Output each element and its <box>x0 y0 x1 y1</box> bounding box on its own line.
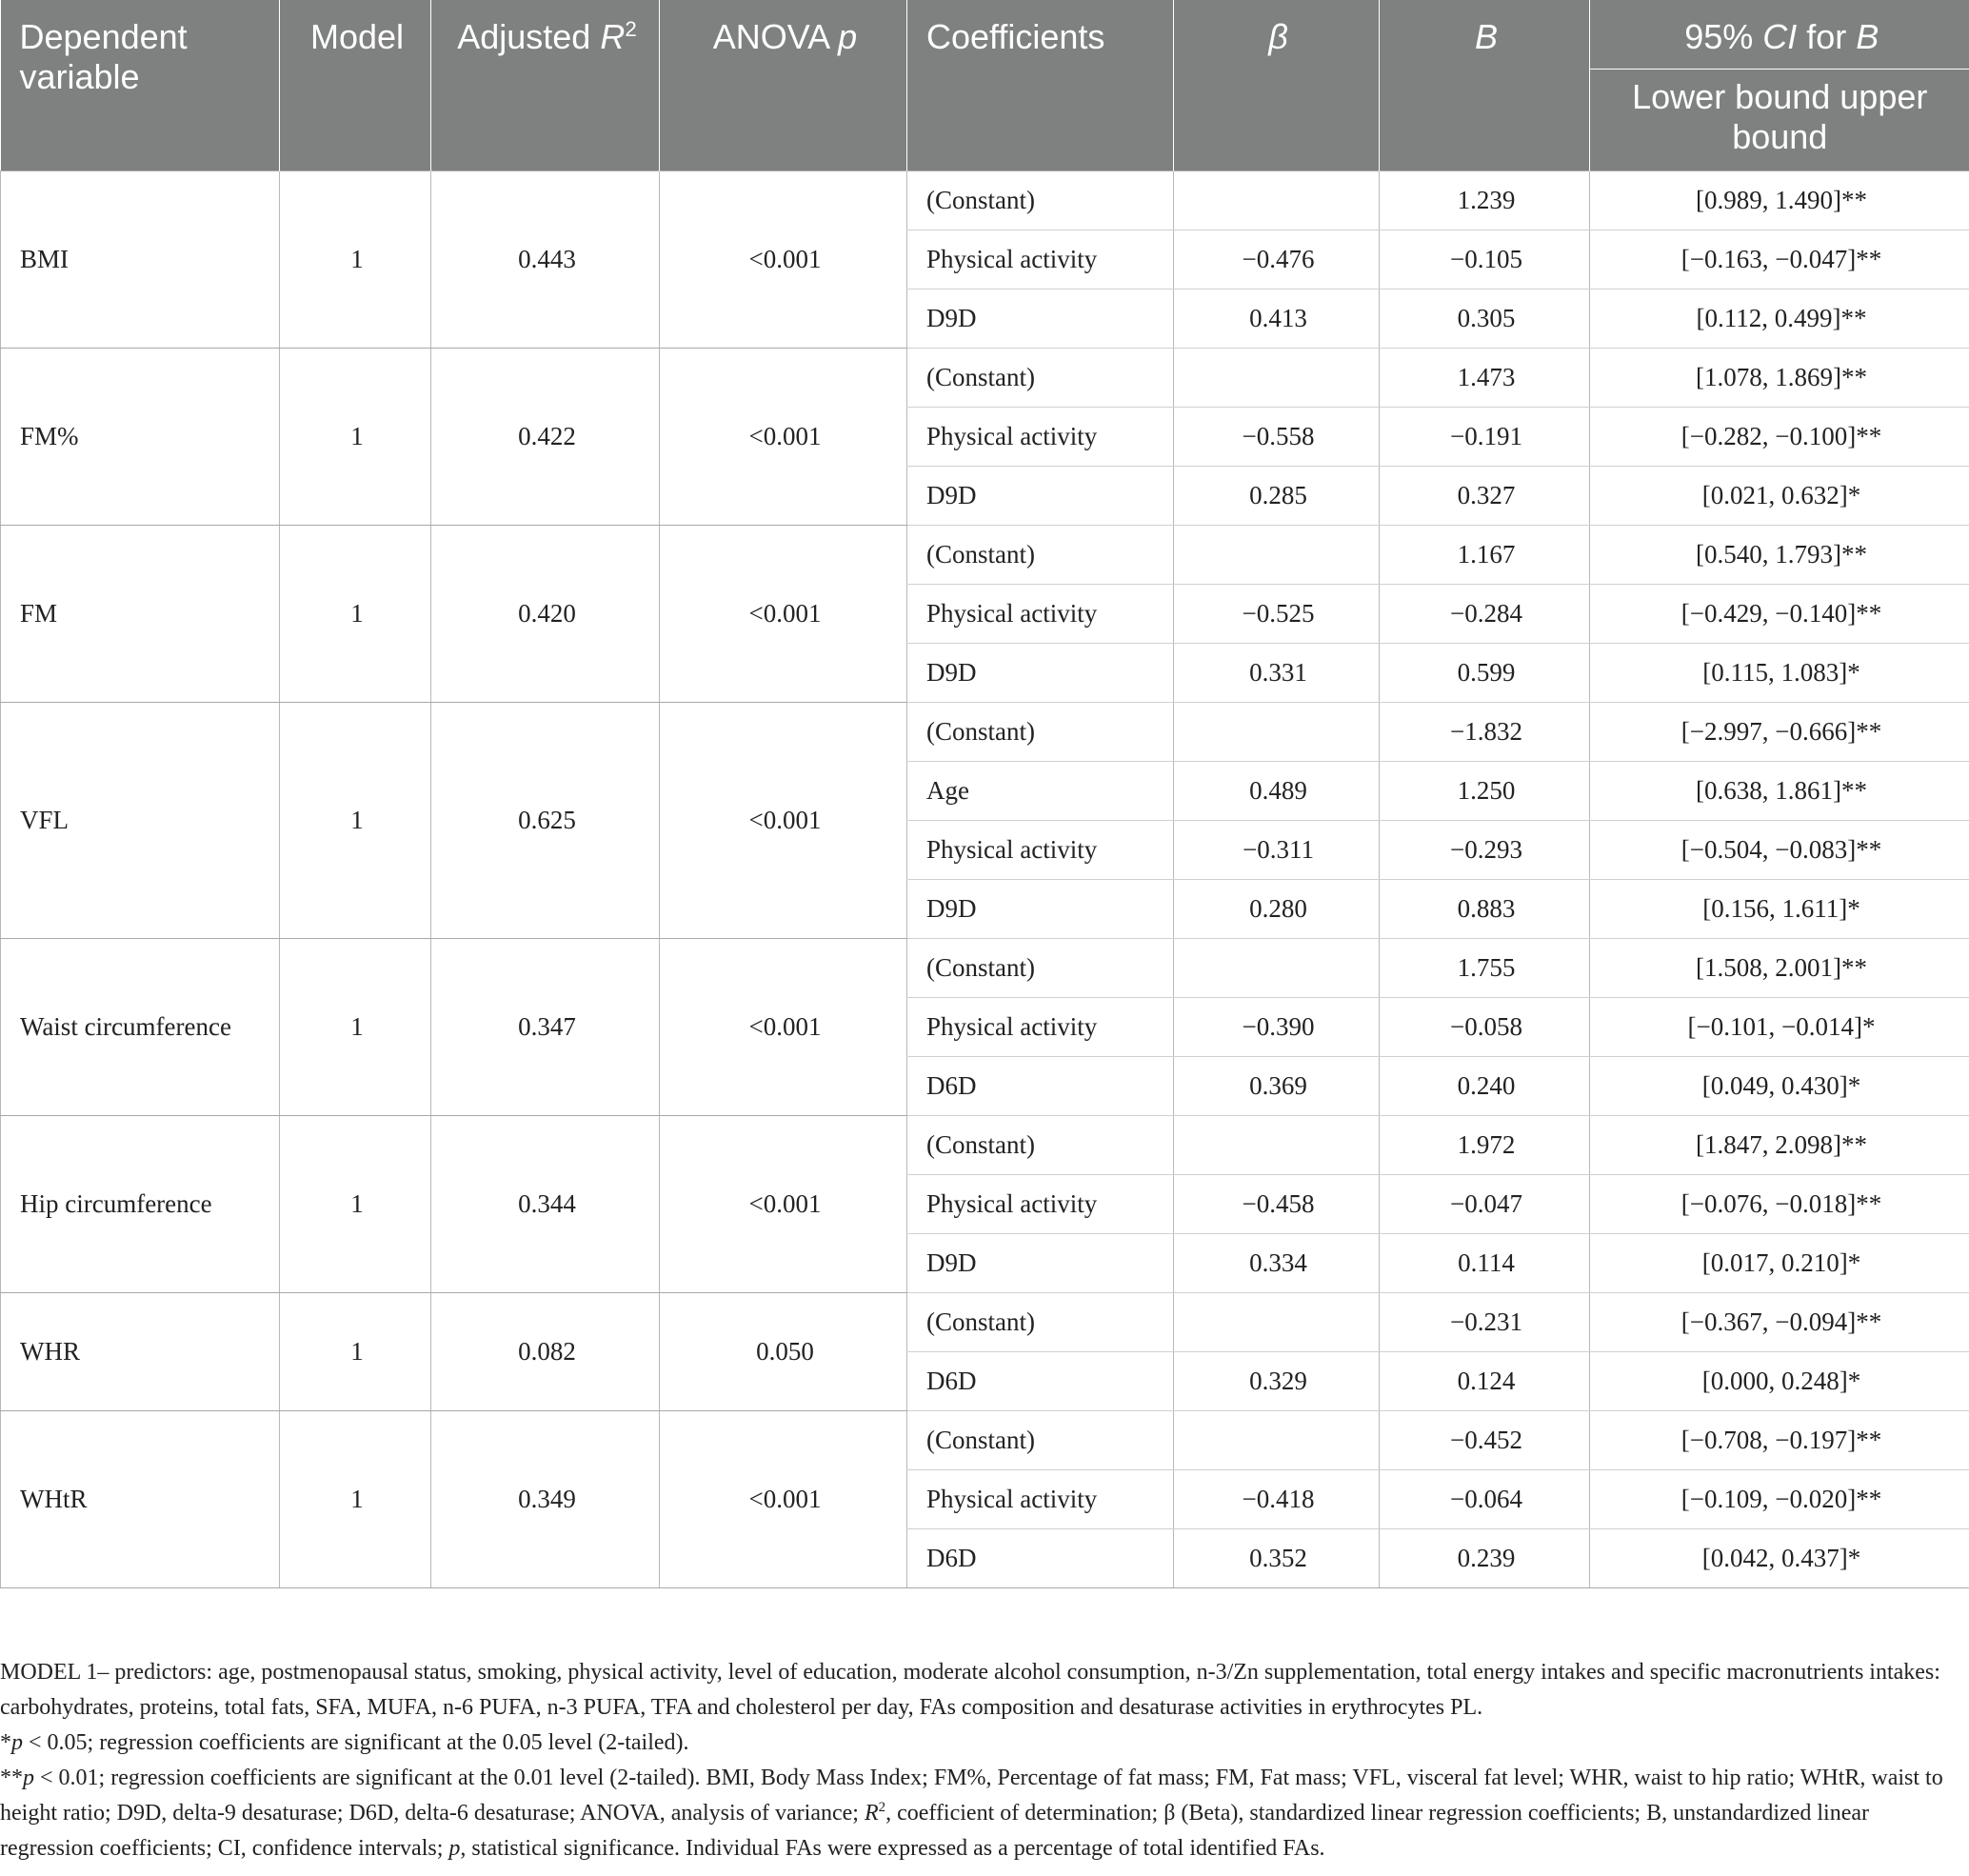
beta-cell <box>1174 703 1380 762</box>
ci-cell: [0.000, 0.248]* <box>1590 1352 1969 1411</box>
b-cell: −0.047 <box>1380 1175 1590 1234</box>
coefficient-name-cell: D9D <box>907 467 1174 526</box>
ci-cell: [0.017, 0.210]* <box>1590 1234 1969 1293</box>
dependent-variable-cell: WHR <box>1 1293 280 1411</box>
adjusted-r2-cell: 0.420 <box>431 526 660 703</box>
header-ci: 95% CI for B <box>1590 0 1969 70</box>
dependent-variable-cell: BMI <box>1 171 280 349</box>
b-cell: 1.239 <box>1380 171 1590 230</box>
header-dependent-variable: Dependent variable <box>1 0 280 171</box>
b-cell: 1.250 <box>1380 762 1590 821</box>
table-row <box>1 703 1969 762</box>
ci-cell: [−0.367, −0.094]** <box>1590 1293 1969 1352</box>
coefficient-name-cell: Physical activity <box>907 821 1174 880</box>
dependent-variable-cell: FM <box>1 526 280 703</box>
coefficient-name-cell: Physical activity <box>907 230 1174 289</box>
coefficient-name-cell: Age <box>907 762 1174 821</box>
footnote-p05: *p < 0.05; regression coefficients are significant at the 0.05 level (2-tailed). <box>0 1730 689 1755</box>
beta-cell: 0.331 <box>1174 644 1380 703</box>
b-cell: −0.284 <box>1380 585 1590 644</box>
beta-cell: −0.418 <box>1174 1470 1380 1529</box>
ci-cell: [−0.076, −0.018]** <box>1590 1175 1969 1234</box>
dependent-variable-cell: FM% <box>1 349 280 526</box>
beta-cell <box>1174 171 1380 230</box>
header-coefficients: Coefficients <box>907 0 1174 171</box>
dependent-variable-cell: Hip circumference <box>1 1116 280 1293</box>
dependent-variable-cell: VFL <box>1 703 280 939</box>
model-cell: 1 <box>280 703 431 939</box>
coefficient-name-cell: D9D <box>907 644 1174 703</box>
model-cell: 1 <box>280 349 431 526</box>
b-cell: 1.167 <box>1380 526 1590 585</box>
model-cell: 1 <box>280 1116 431 1293</box>
adjusted-r2-cell: 0.344 <box>431 1116 660 1293</box>
coefficient-name-cell: Physical activity <box>907 998 1174 1057</box>
beta-cell: 0.489 <box>1174 762 1380 821</box>
beta-cell <box>1174 1411 1380 1470</box>
ci-cell: [1.508, 2.001]** <box>1590 939 1969 998</box>
coefficient-name-cell: D9D <box>907 289 1174 349</box>
b-cell: 0.599 <box>1380 644 1590 703</box>
beta-cell: 0.334 <box>1174 1234 1380 1293</box>
ci-cell: [−0.109, −0.020]** <box>1590 1470 1969 1529</box>
adjusted-r2-cell: 0.443 <box>431 171 660 349</box>
table-row <box>1 526 1969 585</box>
table-row <box>1 171 1969 230</box>
ci-cell: [0.989, 1.490]** <box>1590 171 1969 230</box>
ci-cell: [0.021, 0.632]* <box>1590 467 1969 526</box>
b-cell: −0.231 <box>1380 1293 1590 1352</box>
adjusted-r2-cell: 0.349 <box>431 1411 660 1588</box>
coefficient-name-cell: (Constant) <box>907 171 1174 230</box>
ci-cell: [−2.997, −0.666]** <box>1590 703 1969 762</box>
adjusted-r2-cell: 0.422 <box>431 349 660 526</box>
b-cell: 0.240 <box>1380 1057 1590 1116</box>
ci-cell: [−0.282, −0.100]** <box>1590 408 1969 467</box>
b-cell: 0.883 <box>1380 880 1590 939</box>
anova-p-cell: <0.001 <box>660 171 907 349</box>
anova-p-cell: <0.001 <box>660 1411 907 1588</box>
beta-cell: 0.280 <box>1174 880 1380 939</box>
ci-cell: [1.078, 1.869]** <box>1590 349 1969 408</box>
table-header <box>1 0 1969 171</box>
ci-cell: [0.540, 1.793]** <box>1590 526 1969 585</box>
b-cell: 0.114 <box>1380 1234 1590 1293</box>
model-cell: 1 <box>280 526 431 703</box>
b-cell: −1.832 <box>1380 703 1590 762</box>
ci-cell: [0.115, 1.083]* <box>1590 644 1969 703</box>
footnote-model: MODEL 1– predictors: age, postmenopausal status, smoking, physical activity, level of education, moderate alcohol consumption, n-3/Zn supplementation, total energy intakes and specific macronutrients intakes: carbohydrates, proteins, total fats, SFA, MUFA, n-6 PUFA, n-3 PUFA, TFA and cholesterol per day, FAs composition and desaturase activities in erythrocytes PL. <box>0 1660 1940 1720</box>
b-cell: 0.305 <box>1380 289 1590 349</box>
ci-cell: [0.638, 1.861]** <box>1590 762 1969 821</box>
b-cell: 0.124 <box>1380 1352 1590 1411</box>
header-model: Model <box>280 0 431 171</box>
beta-cell <box>1174 939 1380 998</box>
b-cell: −0.191 <box>1380 408 1590 467</box>
beta-cell: 0.369 <box>1174 1057 1380 1116</box>
ci-cell: [1.847, 2.098]** <box>1590 1116 1969 1175</box>
b-cell: −0.064 <box>1380 1470 1590 1529</box>
anova-p-cell: <0.001 <box>660 939 907 1116</box>
coefficient-name-cell: (Constant) <box>907 349 1174 408</box>
beta-cell: 0.352 <box>1174 1529 1380 1588</box>
ci-cell: [0.042, 0.437]* <box>1590 1529 1969 1588</box>
coefficient-name-cell: D6D <box>907 1529 1174 1588</box>
b-cell: 0.327 <box>1380 467 1590 526</box>
beta-cell <box>1174 526 1380 585</box>
coefficient-name-cell: Physical activity <box>907 1470 1174 1529</box>
beta-cell <box>1174 349 1380 408</box>
coefficient-name-cell: Physical activity <box>907 1175 1174 1234</box>
ci-cell: [−0.163, −0.047]** <box>1590 230 1969 289</box>
table-row <box>1 1293 1969 1352</box>
coefficient-name-cell: D6D <box>907 1352 1174 1411</box>
coefficient-name-cell: D6D <box>907 1057 1174 1116</box>
beta-cell <box>1174 1293 1380 1352</box>
table-footnotes <box>0 1655 1961 1866</box>
b-cell: −0.452 <box>1380 1411 1590 1470</box>
ci-cell: [−0.708, −0.197]** <box>1590 1411 1969 1470</box>
adjusted-r2-cell: 0.347 <box>431 939 660 1116</box>
model-cell: 1 <box>280 1411 431 1588</box>
table-row <box>1 1411 1969 1470</box>
table-row <box>1 349 1969 408</box>
coefficient-name-cell: (Constant) <box>907 1293 1174 1352</box>
coefficient-name-cell: (Constant) <box>907 939 1174 998</box>
coefficient-name-cell: Physical activity <box>907 408 1174 467</box>
coefficient-name-cell: D9D <box>907 880 1174 939</box>
table-row <box>1 939 1969 998</box>
header-adjusted-r2: Adjusted $R^2$ <box>431 0 660 171</box>
model-cell: 1 <box>280 1293 431 1411</box>
b-cell: 1.972 <box>1380 1116 1590 1175</box>
beta-cell: −0.558 <box>1174 408 1380 467</box>
beta-cell: −0.390 <box>1174 998 1380 1057</box>
adjusted-r2-cell: 0.082 <box>431 1293 660 1411</box>
b-cell: 0.239 <box>1380 1529 1590 1588</box>
b-cell: 1.755 <box>1380 939 1590 998</box>
beta-cell: 0.329 <box>1174 1352 1380 1411</box>
ci-cell: [−0.429, −0.140]** <box>1590 585 1969 644</box>
beta-cell: −0.525 <box>1174 585 1380 644</box>
anova-p-cell: <0.001 <box>660 349 907 526</box>
coefficient-name-cell: (Constant) <box>907 1116 1174 1175</box>
coefficient-name-cell: (Constant) <box>907 703 1174 762</box>
anova-p-cell: <0.001 <box>660 526 907 703</box>
beta-cell <box>1174 1116 1380 1175</box>
coefficient-name-cell: (Constant) <box>907 526 1174 585</box>
header-b: B <box>1380 0 1590 171</box>
anova-p-cell: 0.050 <box>660 1293 907 1411</box>
b-cell: −0.293 <box>1380 821 1590 880</box>
b-cell: −0.105 <box>1380 230 1590 289</box>
model-cell: 1 <box>280 171 431 349</box>
beta-cell: 0.413 <box>1174 289 1380 349</box>
table-row <box>1 1116 1969 1175</box>
beta-cell: −0.458 <box>1174 1175 1380 1234</box>
coefficient-name-cell: (Constant) <box>907 1411 1174 1470</box>
header-ci-bounds: Lower bound upper bound <box>1590 70 1969 171</box>
ci-cell: [−0.504, −0.083]** <box>1590 821 1969 880</box>
ci-cell: [−0.101, −0.014]* <box>1590 998 1969 1057</box>
b-cell: 1.473 <box>1380 349 1590 408</box>
dependent-variable-cell: Waist circumference <box>1 939 280 1116</box>
footnote-p01: **p < 0.01; regression coefficients are significant at the 0.01 level (2-tailed). BMI, Body Mass Index; FM%, Percentage of fat mass; FM, Fat mass; VFL, visceral fat level; WHR, waist to hip ratio; WHtR, waist to height ratio; D9D, delta-9 desaturase; D6D, delta-6 desaturase; ANOVA, analysis of variance; $R^2$, coefficient of determination; β (Beta), standardized linear regression coefficients; B, unstandardized linear regression coefficients; CI, confidence intervals; p, statistical significance. Individual FAs were expressed as a percentage of total identified FAs. <box>0 1766 1943 1861</box>
anova-p-cell: <0.001 <box>660 1116 907 1293</box>
coefficient-name-cell: Physical activity <box>907 585 1174 644</box>
adjusted-r2-cell: 0.625 <box>431 703 660 939</box>
beta-cell: 0.285 <box>1174 467 1380 526</box>
b-cell: −0.058 <box>1380 998 1590 1057</box>
ci-cell: [0.049, 0.430]* <box>1590 1057 1969 1116</box>
anova-p-cell: <0.001 <box>660 703 907 939</box>
model-cell: 1 <box>280 939 431 1116</box>
header-beta: β <box>1174 0 1380 171</box>
ci-cell: [0.156, 1.611]* <box>1590 880 1969 939</box>
coefficient-name-cell: D9D <box>907 1234 1174 1293</box>
beta-cell: −0.311 <box>1174 821 1380 880</box>
beta-cell: −0.476 <box>1174 230 1380 289</box>
header-anova-p: ANOVA p <box>660 0 907 171</box>
dependent-variable-cell: WHtR <box>1 1411 280 1588</box>
table-body <box>1 171 1969 1588</box>
ci-cell: [0.112, 0.499]** <box>1590 289 1969 349</box>
